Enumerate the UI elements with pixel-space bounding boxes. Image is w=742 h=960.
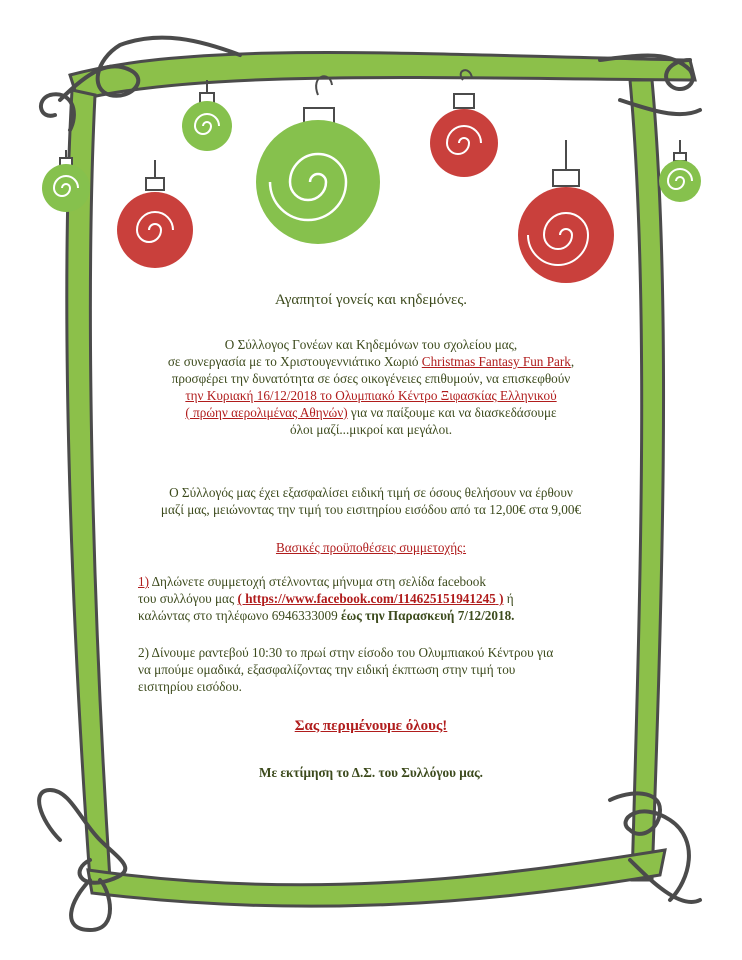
conditions-heading: Βασικές προϋποθέσεις συμμετοχής:: [275, 540, 467, 555]
intro-line: προσφέρει την δυνατότητα σε όσες οικογένειες επιθυμούν, να επισκεφθούν: [171, 371, 571, 386]
invitation: Σας περιμένουμε όλους!: [294, 718, 448, 734]
greeting: Αγαπητοί γονείς και κηδεμόνες.: [274, 292, 468, 308]
condition-line: εισιτηρίου εισόδου.: [138, 679, 242, 694]
event-date-place: την Κυριακή 16/12/2018 το Ολυμπιακό Κέντρο Ξιφασκίας Ελληνικού: [185, 388, 557, 403]
intro-line: [100, 404, 642, 421]
intro-text: ,: [570, 354, 575, 369]
intro-line: [100, 353, 642, 370]
paren: ): [495, 591, 504, 606]
christmas-ornament-icon: [430, 70, 498, 177]
condition-line: να μπούμε ομαδικά, εξασφαλίζοντας την ειδική έκπτωση στην τιμή του: [138, 662, 516, 677]
facebook-link[interactable]: https://www.facebook.com/114625151941245: [245, 591, 496, 606]
christmas-ornament-icon: [117, 160, 193, 268]
phone-text: καλώντας στο τηλέφωνο 6946333009: [138, 608, 342, 623]
intro-line: όλοι μαζί...μικροί και μεγάλοι.: [289, 422, 453, 437]
intro-text: για να παίξουμε και να διασκεδάσουμε: [347, 405, 557, 420]
deadline: έως την Παρασκευή 7/12/2018.: [341, 608, 515, 623]
christmas-ornament-icon: [182, 80, 232, 151]
condition-line: [138, 573, 608, 590]
paren: (: [237, 591, 246, 606]
intro-line: Ο Σύλλογος Γονέων και Κηδεμόνων του σχολείου μας,: [224, 337, 518, 352]
condition-number: 1): [138, 574, 149, 589]
price-line: μαζί μας, μειώνοντας την τιμή του εισιτηρίου εισόδου από τα 12,00€ στα 9,00€: [160, 502, 582, 517]
condition-1: [138, 573, 608, 624]
condition-text: Δηλώνετε συμμετοχή στέλνοντας μήνυμα στη σελίδα facebook: [149, 574, 486, 589]
park-name: Christmas Fantasy Fun Park: [421, 354, 571, 369]
condition-text: του συλλόγου μας: [138, 591, 238, 606]
christmas-ornament-icon: [518, 140, 614, 283]
price-paragraph: [100, 484, 642, 518]
condition-line: [138, 590, 608, 607]
price-line: Ο Σύλλογός μας έχει εξασφαλίσει ειδική τιμή σε όσους θελήσουν να έρθουν: [169, 485, 573, 500]
intro-paragraph: [100, 336, 642, 438]
condition-text: ή: [503, 591, 514, 606]
condition-line: 2) Δίνουμε ραντεβού 10:30 το πρωί στην είσοδο του Ολυμπιακού Κέντρου για: [138, 645, 554, 660]
condition-line: [138, 607, 608, 624]
christmas-ornament-icon: [659, 140, 701, 202]
christmas-ornament-icon: [256, 76, 380, 244]
intro-text: σε συνεργασία με το Χριστουγεννιάτικο Χωριό: [167, 354, 422, 369]
condition-2: [138, 644, 608, 695]
former-airport: ( πρώην αερολιμένας Αθηνών): [185, 405, 348, 420]
signature: Με εκτίμηση το Δ.Σ. του Συλλόγου μας.: [259, 765, 483, 780]
